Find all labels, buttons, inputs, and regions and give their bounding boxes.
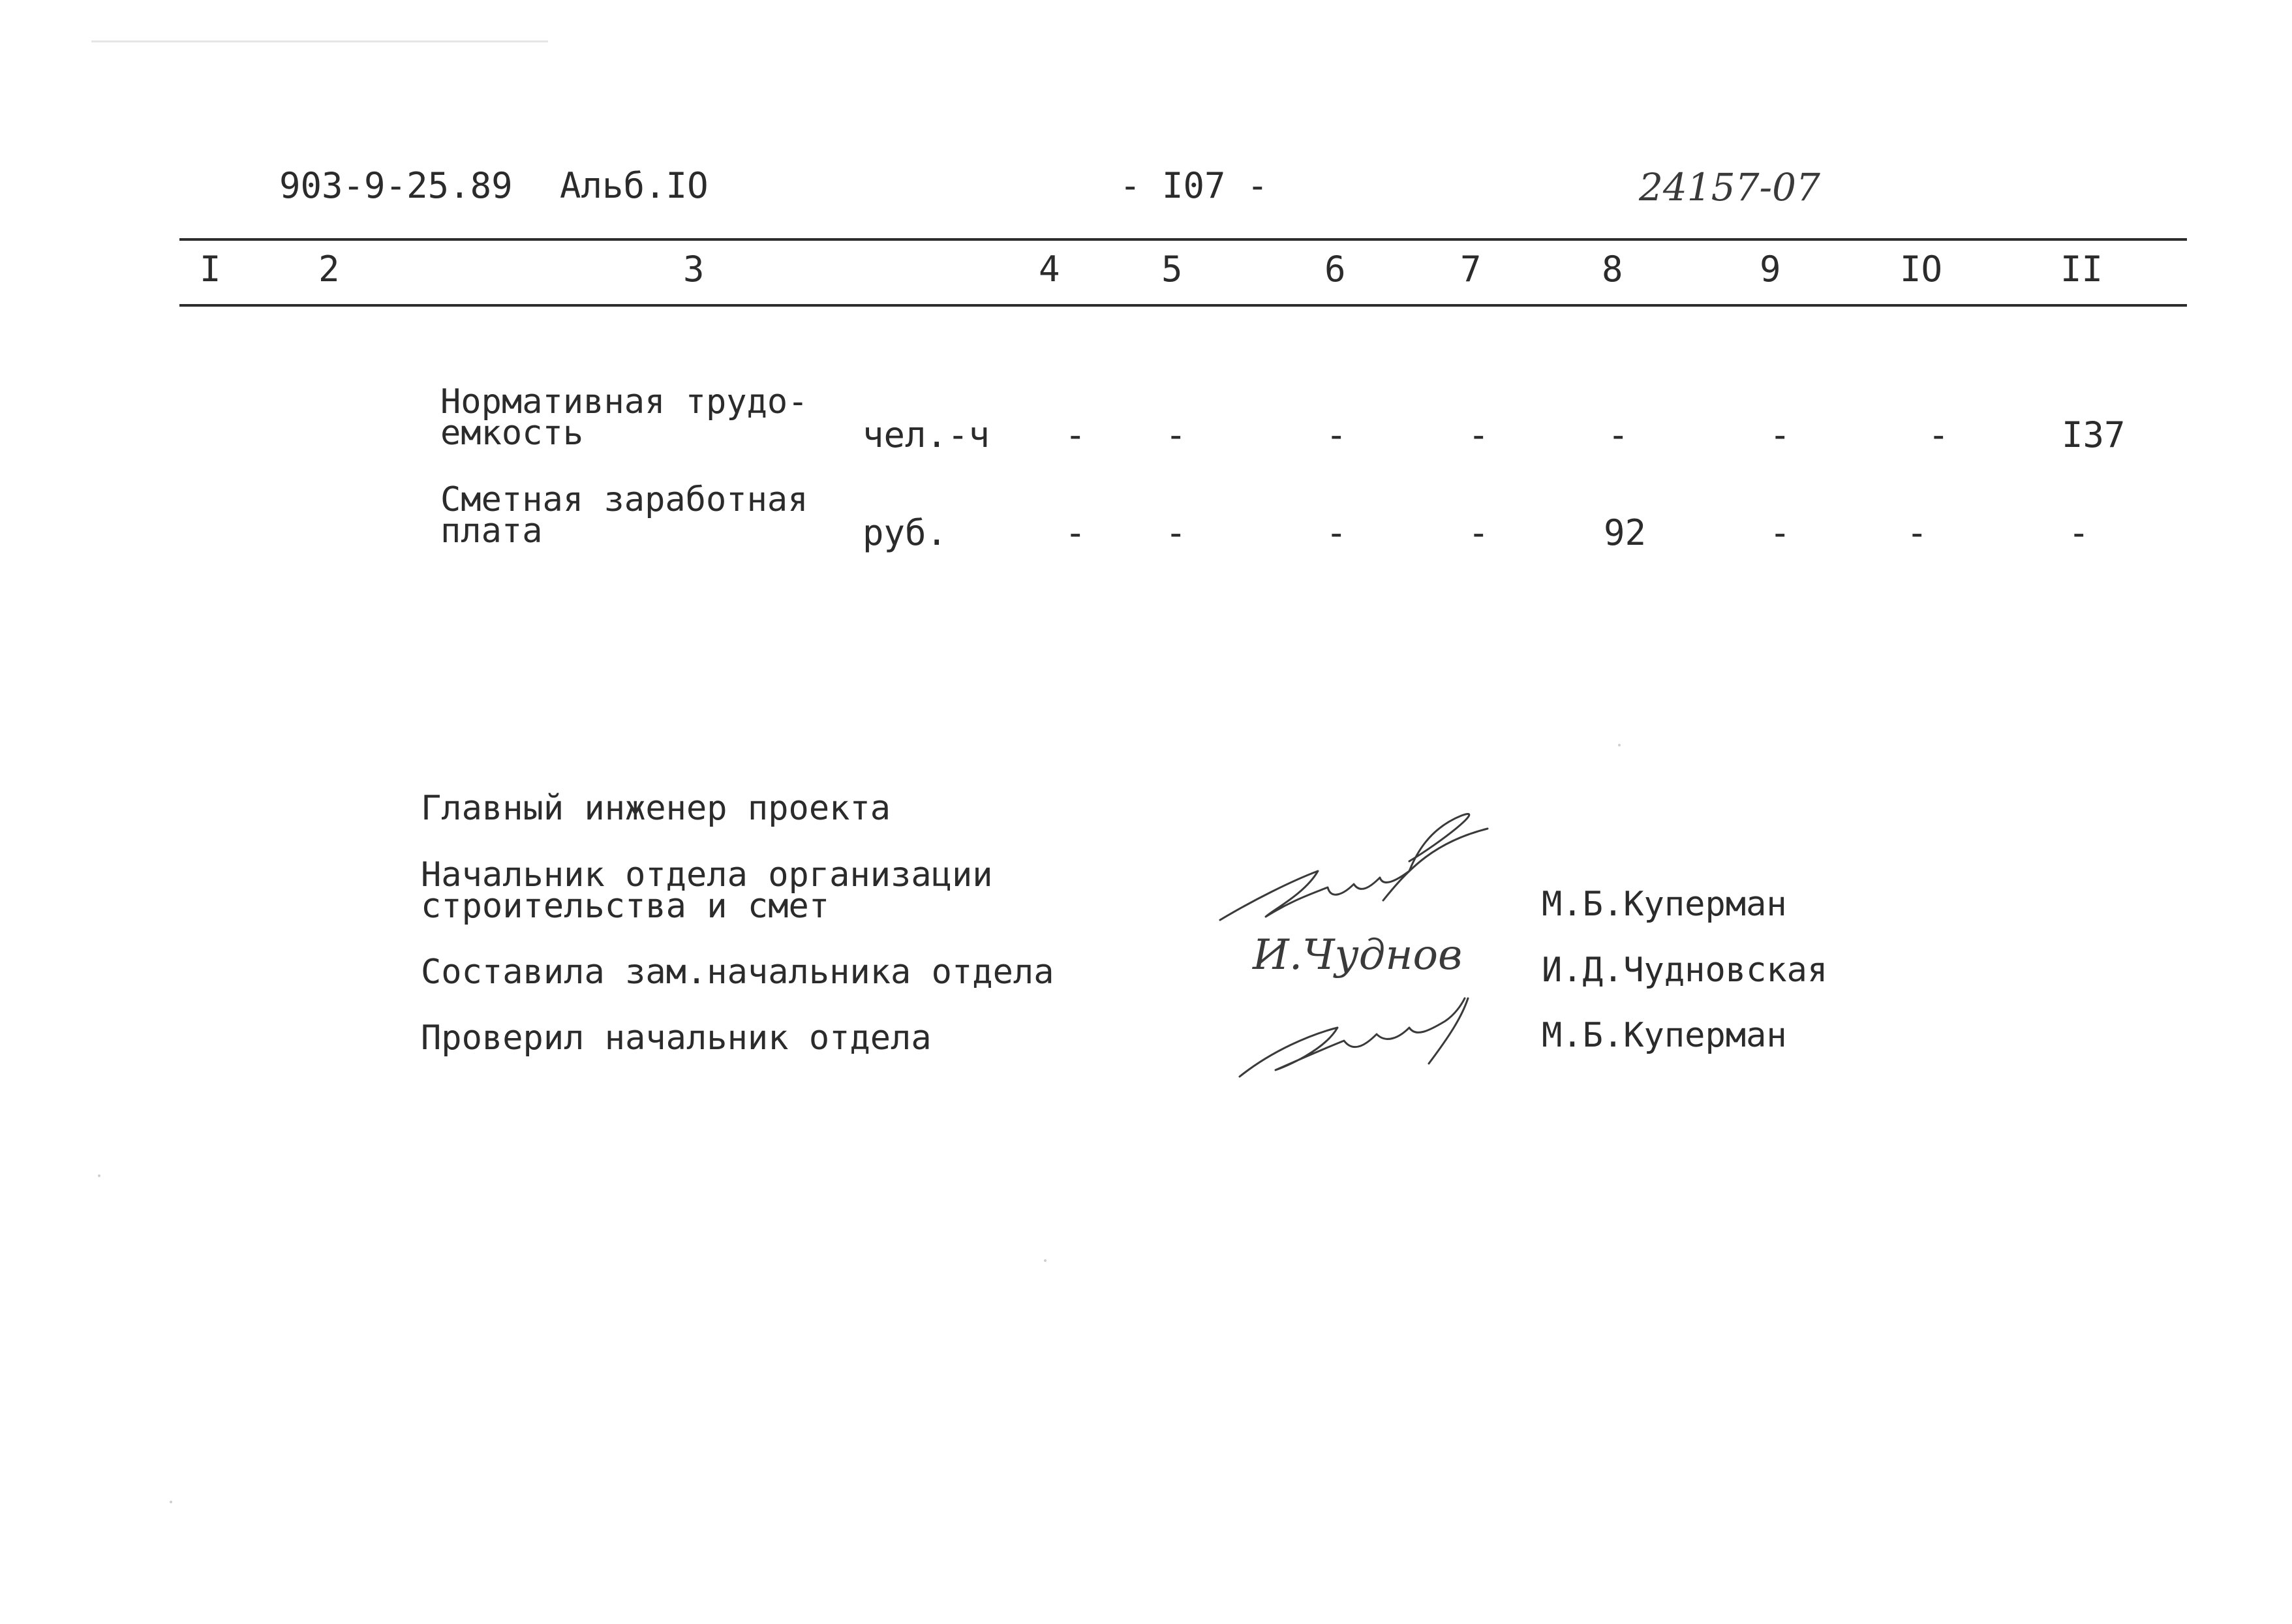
table-row-unit: чел.-ч (863, 414, 990, 455)
signature-name-kuperman: М.Б.Куперман (1542, 885, 1787, 924)
scan-speck (91, 40, 548, 42)
table-cell: - (2068, 512, 2090, 553)
table-row-name-continued: плата (440, 512, 543, 551)
table-cell: - (1906, 512, 1928, 553)
column-number-11: II (2060, 249, 2103, 290)
table-row-name: Нормативная трудо- (440, 382, 808, 421)
signature-kuperman-stroke (1220, 814, 1488, 920)
signature-role-chief-engineer: Главный инженер проекта (421, 789, 891, 828)
signature-chudnovskaya: И.Чуднов (1253, 931, 1463, 979)
column-number-3: 3 (683, 249, 705, 290)
table-cell: - (1326, 414, 1347, 455)
column-number-2: 2 (318, 249, 340, 290)
table-top-rule (179, 238, 2187, 241)
table-row-name-continued: емкость (440, 414, 584, 453)
table-cell: - (1468, 414, 1490, 455)
table-cell: - (1468, 512, 1490, 553)
scan-speck (1618, 744, 1621, 746)
column-number-4: 4 (1039, 249, 1060, 290)
table-cell: - (1065, 414, 1086, 455)
table-cell: 92 (1604, 512, 1647, 553)
handwritten-signatures (1214, 803, 1553, 1109)
signature-role-department-head-continued: строительства и смет (421, 887, 830, 926)
column-number-7: 7 (1460, 249, 1482, 290)
column-number-9: 9 (1760, 249, 1781, 290)
table-cell: - (1928, 414, 1949, 455)
signature-name-chudnovskaya: И.Д.Чудновская (1542, 951, 1828, 990)
signature-name-kuperman-checker: М.Б.Куперман (1542, 1016, 1787, 1055)
column-number-5: 5 (1161, 249, 1183, 290)
table-cell: - (1608, 414, 1629, 455)
scan-speck (1044, 1259, 1047, 1262)
column-number-10: IO (1900, 249, 1943, 290)
table-cell: - (1065, 512, 1086, 553)
document-code: 903-9-25.89 (279, 165, 513, 206)
table-cell: - (1165, 414, 1187, 455)
column-number-6: 6 (1324, 249, 1346, 290)
album-number: Альб.IO (560, 165, 709, 206)
table-cell: - (1769, 414, 1791, 455)
scan-speck (98, 1174, 100, 1177)
table-row-unit: руб. (863, 512, 948, 553)
signature-kuperman-stroke (1240, 998, 1468, 1077)
signature-role-compiler: Составила зам.начальника отдела (421, 953, 1054, 992)
column-number-8: 8 (1602, 249, 1623, 290)
table-cell: - (1769, 512, 1791, 553)
scan-speck (170, 1501, 172, 1503)
table-row-name: Сметная заработная (440, 480, 808, 519)
signature-role-department-head: Начальник отдела организации (421, 855, 993, 895)
archive-number: 24157-07 (1639, 165, 1820, 209)
signature-role-checker: Проверил начальник отдела (421, 1019, 932, 1058)
column-number-1: I (200, 249, 221, 290)
table-cell: I37 (2062, 414, 2126, 455)
page-number: - I07 - (1120, 165, 1268, 206)
table-cell: - (1165, 512, 1187, 553)
table-header-rule (179, 304, 2187, 307)
table-cell: - (1326, 512, 1347, 553)
